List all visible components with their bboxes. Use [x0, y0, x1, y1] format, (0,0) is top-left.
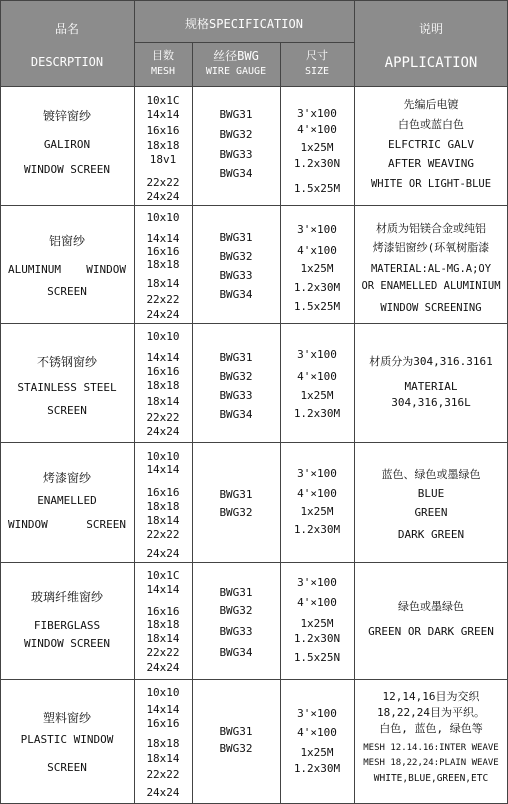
grid-line	[192, 42, 193, 804]
header-gauge-cn: 丝径BWG	[213, 49, 259, 63]
mesh-value: 22x22	[146, 176, 180, 189]
size-value: 1.5x25M	[293, 182, 341, 195]
size-value: 4'×100	[297, 370, 337, 383]
row3-name-cell	[0, 323, 134, 442]
size-value: 1.5x25M	[293, 300, 341, 313]
mesh-value: 24x24	[146, 786, 180, 799]
note-line: 绿色或墨绿色	[398, 600, 464, 613]
gauge-value: BWG34	[219, 167, 253, 180]
note-line: WINDOW SCREENING	[380, 302, 482, 314]
mesh-value: 16x16	[146, 717, 180, 730]
header-name-cell	[0, 0, 134, 86]
row6-size-cell	[280, 679, 354, 804]
note-line: 白色, 蓝色, 绿色等	[379, 722, 483, 735]
size-value: 3'x100	[297, 348, 337, 361]
note-line: WHITE OR LIGHT-BLUE	[370, 178, 492, 190]
row4-gauge-cell	[192, 442, 280, 562]
note-line: MESH 12.14.16:INTER WEAVE	[363, 743, 499, 753]
note-line: ELFCTRIC GALV	[387, 138, 475, 151]
mesh-value: 14x14	[146, 108, 180, 121]
size-value: 1.2x30M	[293, 407, 341, 420]
header-note-cell	[354, 0, 508, 86]
size-value: 1.2x30M	[293, 523, 341, 536]
row1-name-cn: 镀锌窗纱	[42, 109, 91, 123]
mesh-value: 18x14	[146, 395, 180, 408]
note-line: 12,14,16目为交织	[382, 690, 480, 703]
row5-name-cn: 玻璃纤维窗纱	[30, 590, 103, 604]
size-value: 3'×100	[297, 223, 337, 236]
header-gauge-en: WIRE GAUGE	[205, 66, 267, 77]
gauge-value: BWG31	[219, 351, 253, 364]
gauge-value: BWG33	[219, 625, 253, 638]
grid-line	[0, 562, 508, 563]
note-line: MATERIAL:AL-MG.A;OY	[370, 263, 492, 275]
note-line: 材质为铝镁合金或纯铝	[376, 222, 486, 235]
row2-size-cell	[280, 205, 354, 323]
gauge-value: BWG31	[219, 725, 253, 738]
note-line: GREEN OR DARK GREEN	[368, 625, 494, 638]
gauge-value: BWG33	[219, 269, 253, 282]
size-value: 3'×100	[297, 707, 337, 720]
mesh-value: 14x14	[146, 463, 180, 476]
mesh-value: 10x10	[146, 450, 180, 463]
row2-mesh-cell	[134, 205, 192, 323]
header-spec-title-cell	[134, 0, 354, 42]
note-line: OR ENAMELLED ALUMINIUM	[361, 280, 501, 292]
gauge-value: BWG32	[219, 250, 253, 263]
note-line: 蓝色、绿色或墨绿色	[381, 468, 481, 481]
mesh-value: 24x24	[146, 308, 180, 321]
header-name-cn: 品名	[54, 22, 79, 36]
header-spec-title: 规格SPECIFICATION	[185, 17, 303, 31]
row5-name-en1: FIBERGLASS	[33, 619, 101, 632]
row2-name-cn: 铝窗纱	[48, 234, 85, 248]
row4-name-cell	[0, 442, 134, 562]
mesh-value: 18x14	[146, 514, 180, 527]
row1-note-cell	[354, 86, 508, 205]
size-value: 1.2x30N	[293, 632, 341, 645]
gauge-value: BWG31	[219, 108, 253, 121]
size-value: 1x25M	[300, 746, 334, 759]
gauge-value: BWG32	[219, 604, 253, 617]
mesh-value: 18x14	[146, 752, 180, 765]
mesh-value: 22x22	[146, 411, 180, 424]
mesh-value: 18x18	[146, 379, 180, 392]
mesh-value: 24x24	[146, 190, 180, 203]
mesh-value: 16x16	[146, 245, 180, 258]
header-mesh-cn: 目数	[152, 49, 174, 62]
row3-gauge-cell	[192, 323, 280, 442]
row4-name-en3: SCREEN	[86, 518, 126, 531]
row5-size-cell	[280, 562, 354, 679]
grid-line	[0, 86, 508, 87]
row2-note-cell	[354, 205, 508, 323]
mesh-value: 10x10	[146, 686, 180, 699]
row3-name-en2: SCREEN	[47, 404, 87, 417]
row3-mesh-cell	[134, 323, 192, 442]
mesh-value: 16x16	[146, 605, 180, 618]
mesh-value: 16x16	[146, 124, 180, 137]
mesh-value: 24x24	[146, 425, 180, 438]
row4-name-cn: 烤漆窗纱	[42, 471, 91, 485]
header-name-en: DESCRPTION	[30, 55, 104, 69]
row5-name-cell	[0, 562, 134, 679]
mesh-value: 18x14	[146, 277, 180, 290]
gauge-value: BWG33	[219, 148, 253, 161]
grid-line	[0, 0, 1, 804]
header-note-cn: 说明	[418, 22, 443, 36]
row3-size-cell	[280, 323, 354, 442]
row2-name-en2: WINDOW	[86, 263, 126, 276]
gauge-value: BWG31	[219, 231, 253, 244]
grid-line	[0, 323, 508, 324]
row2-name-cell	[0, 205, 134, 323]
row4-mesh-cell	[134, 442, 192, 562]
size-value: 1x25M	[300, 141, 334, 154]
row4-name-en1: ENAMELLED	[37, 494, 97, 507]
mesh-value: 10x10	[146, 211, 180, 224]
row3-note-cell	[354, 323, 508, 442]
gauge-value: BWG31	[219, 488, 253, 501]
note-line: 烤漆铝窗纱(环氧树脂漆	[372, 241, 490, 254]
size-value: 1.2x30M	[293, 762, 341, 775]
row6-gauge-cell	[192, 679, 280, 804]
row4-name-en2: WINDOW	[8, 518, 48, 531]
gauge-value: BWG32	[219, 370, 253, 383]
note-line: GREEN	[414, 506, 448, 519]
size-value: 1.2x30N	[293, 157, 341, 170]
grid-line	[134, 0, 135, 804]
mesh-value: 14x14	[146, 232, 180, 245]
mesh-value: 18x18	[146, 737, 180, 750]
mesh-value: 24x24	[146, 661, 180, 674]
note-line: BLUE	[417, 487, 445, 500]
row6-name-en1: PLASTIC WINDOW	[20, 733, 114, 746]
row1-size-cell	[280, 86, 354, 205]
row1-gauge-cell	[192, 86, 280, 205]
row6-name-cell	[0, 679, 134, 804]
note-line: WHITE,BLUE,GREEN,ETC	[373, 773, 489, 784]
note-line: 先编后电镀	[403, 98, 459, 111]
size-value: 1x25M	[300, 262, 334, 275]
size-value: 1x25M	[300, 617, 334, 630]
size-value: 4'×100	[297, 726, 337, 739]
note-line: 白色或蓝白色	[398, 118, 464, 131]
size-value: 3'×100	[297, 576, 337, 589]
mesh-value: 18x18	[146, 618, 180, 631]
mesh-value: 18v1	[149, 153, 177, 166]
row5-note-cell	[354, 562, 508, 679]
mesh-value: 22x22	[146, 293, 180, 306]
row2-name-en1: ALUMINUM	[8, 263, 61, 276]
row6-name-en2: SCREEN	[47, 761, 87, 774]
size-value: 1.2x30M	[293, 281, 341, 294]
size-value: 1x25M	[300, 505, 334, 518]
grid-line	[280, 42, 281, 804]
row2-name-en3: SCREEN	[47, 285, 87, 298]
row1-mesh-cell	[134, 86, 192, 205]
note-line: 材质分为304,316.3161	[369, 355, 493, 368]
size-value: 1x25M	[300, 389, 334, 402]
mesh-value: 18x18	[146, 500, 180, 513]
grid-line	[0, 442, 508, 443]
row1-name-cell	[0, 86, 134, 205]
grid-line	[0, 679, 508, 680]
row6-mesh-cell	[134, 679, 192, 804]
row6-name-cn: 塑料窗纱	[42, 711, 91, 725]
row5-name-en2: WINDOW SCREEN	[23, 637, 111, 650]
note-line: AFTER WEAVING	[387, 157, 475, 170]
size-value: 4'×100	[297, 123, 337, 136]
gauge-value: BWG32	[219, 128, 253, 141]
mesh-value: 16x16	[146, 486, 180, 499]
size-value: 4'×100	[297, 596, 337, 609]
mesh-value: 16x16	[146, 365, 180, 378]
gauge-value: BWG34	[219, 288, 253, 301]
mesh-value: 14x14	[146, 583, 180, 596]
size-value: 4'x100	[297, 244, 337, 257]
row1-name-en2: WINDOW SCREEN	[23, 163, 111, 176]
gauge-value: BWG34	[219, 646, 253, 659]
row5-mesh-cell	[134, 562, 192, 679]
row3-name-cn: 不锈钢窗纱	[36, 355, 97, 369]
mesh-value: 10x10	[146, 330, 180, 343]
row3-name-en1: STAINLESS STEEL	[17, 381, 117, 394]
mesh-value: 18x18	[146, 139, 180, 152]
note-line: 304,316,316L	[391, 396, 471, 409]
gauge-value: BWG32	[219, 742, 253, 755]
mesh-value: 24x24	[146, 547, 180, 560]
size-value: 4'×100	[297, 487, 337, 500]
size-value: 3'x100	[297, 107, 337, 120]
mesh-value: 14x14	[146, 703, 180, 716]
mesh-value: 10x1C	[146, 94, 180, 107]
row6-note-cell	[354, 679, 508, 804]
size-value: 3'×100	[297, 467, 337, 480]
gauge-value: BWG31	[219, 586, 253, 599]
gauge-value: BWG34	[219, 408, 253, 421]
gauge-value: BWG33	[219, 389, 253, 402]
row4-note-cell	[354, 442, 508, 562]
row4-size-cell	[280, 442, 354, 562]
mesh-value: 14x14	[146, 351, 180, 364]
header-mesh-en: MESH	[150, 66, 176, 77]
note-line: DARK GREEN	[397, 528, 465, 541]
note-line: 18,22,24目为平织。	[377, 706, 485, 719]
size-value: 1.5x25N	[293, 651, 341, 664]
row1-name-en1: GALIRON	[43, 138, 91, 151]
mesh-value: 22x22	[146, 528, 180, 541]
note-line: MATERIAL	[404, 380, 458, 393]
header-gauge-cell	[192, 42, 280, 86]
mesh-value: 18x14	[146, 632, 180, 645]
mesh-value: 18x18	[146, 258, 180, 271]
header-size-cell	[280, 42, 354, 86]
grid-line	[0, 0, 508, 1]
row5-gauge-cell	[192, 562, 280, 679]
row2-gauge-cell	[192, 205, 280, 323]
note-line: MESH 18,22,24:PLAIN WEAVE	[363, 758, 499, 768]
mesh-value: 10x1C	[146, 569, 180, 582]
gauge-value: BWG32	[219, 506, 253, 519]
header-note-en: APPLICATION	[384, 55, 478, 71]
grid-line	[134, 42, 354, 43]
grid-line	[354, 0, 355, 804]
header-size-en: SIZE	[304, 66, 330, 77]
grid-line	[0, 205, 508, 206]
header-mesh-cell	[134, 42, 192, 86]
mesh-value: 22x22	[146, 768, 180, 781]
header-size-cn: 尺寸	[306, 49, 328, 62]
mesh-value: 22x22	[146, 646, 180, 659]
